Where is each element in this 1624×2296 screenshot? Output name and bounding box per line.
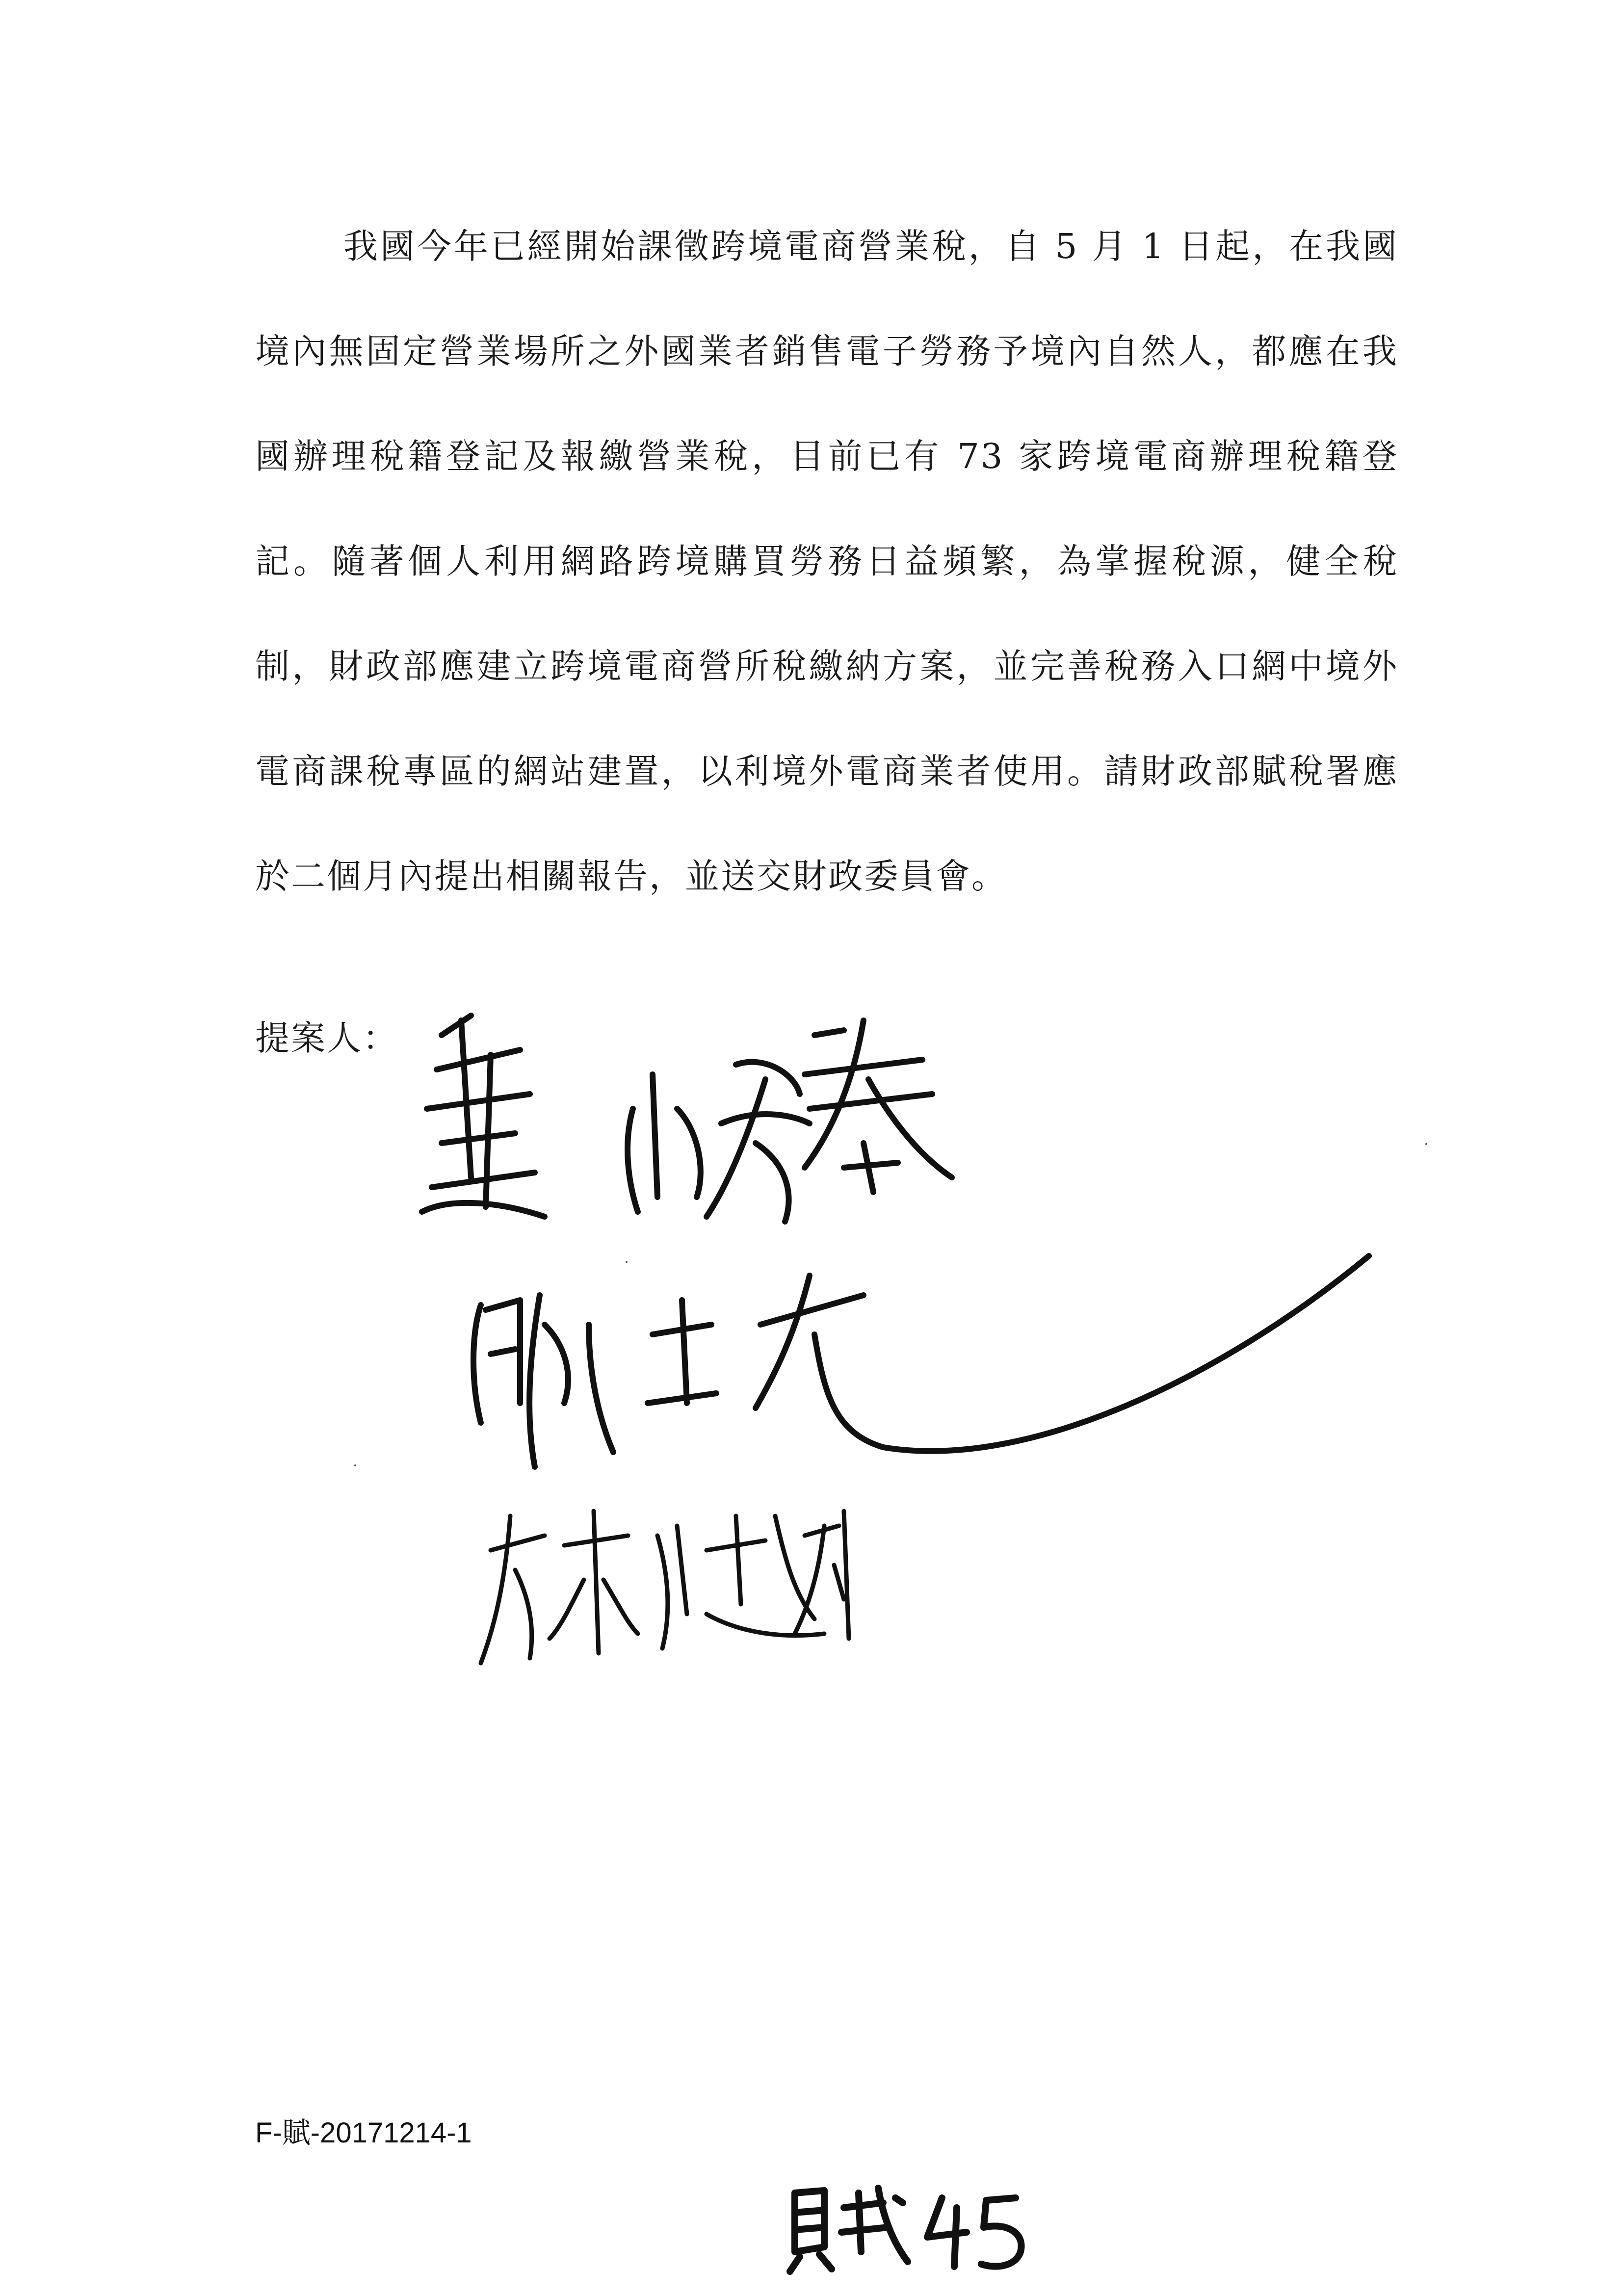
motion-body-text: 我國今年已經開始課徵跨境電商營業稅，自 5 月 1 日起，在我國境內無固定營業場所之外國業者銷售電子勞務予境內自然人，都應在我國辦理稅籍登記及報繳營業稅，目前已有 73 家跨境電商辦理稅籍登記。隨著個人利用網路跨境購買勞務日益頻繁，為掌握稅源，健全稅制，財政部應建立跨境電商營所稅繳納方案，並完善稅務入口網中境外電商課稅專區的網站建置，以利境外電商業者使用。請財政部賦稅署應於二個月內提出相關報告，並送交財政委員會。 [255,226,1398,896]
scan-speck [354,1464,356,1466]
page-number-stamp [785,2178,1040,2276]
scan-speck [1425,1143,1427,1145]
proposer-label: 提案人： [255,1018,398,1058]
document-code: F-賦-20171214-1 [255,2117,472,2149]
scan-speck [626,1261,628,1263]
